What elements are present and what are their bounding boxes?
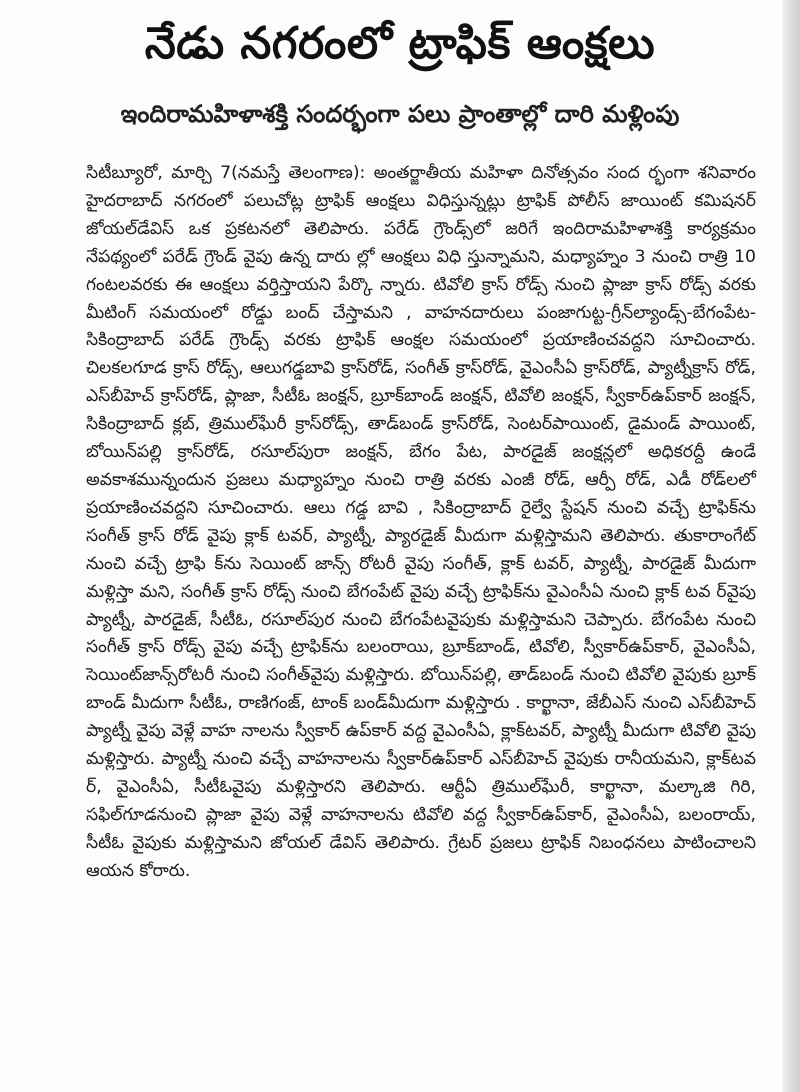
headline: నేడు నగరంలో ట్రాఫిక్ ఆంక్షలు	[144, 18, 656, 69]
article-body: సిటీబ్యూరో, మార్చి 7(నమస్తే తెలంగాణ): అంతర్జాతీయ మహిళా దినోత్సవం సంద ర్భంగా శనివారం హైదరాబాద్ నగరంలో పలుచోట్ల ట్రాఫిక్ ఆంక్షలు విధిస్తున్నట్లు ట్రాఫిక్ పోలీస్ జాయింట్ కమిషనర్ జోయల్‌డేవిస్ ఒక ప్రకటనలో తెలిపారు. పరేడ్ గ్రౌండ్స్‌లో జరిగే ఇందిరామహిళాశక్తి కార్యక్రమం నేపథ్యంలో పరేడ్ గ్రౌండ్ వైపు ఉన్న దారు ల్లో ఆంక్షలు విధి స్తున్నామని, మధ్యాహ్నం 3 నుంచి రాత్రి 10 గంటలవరకు ఈ ఆంక్షలు వర్తిస్తాయని పేర్కొ న్నారు. టివోలి క్రాస్ రోడ్స్ నుంచి ప్లాజా క్రాస్ రోడ్స్ వరకు మీటింగ్ సమయంలో రోడ్డు బంద్ చేస్తామని , వాహనదారులు పంజాగుట్ట-గ్రీన్‌ల్యాండ్స్-బేగంపేట-సికింద్రాబాద్ పరేడ్ గ్రౌండ్స్ వరకు ట్రాఫిక్ ఆంక్షల సమయంలో ప్రయాణించవద్దని సూచించారు. చిలకలగూడ క్రాస్ రోడ్స్, ఆలుగడ్డబావి క్రాస్‌రోడ్, సంగీత్ క్రాస్‌రోడ్, వైఎంసీఏ క్రాస్‌రోడ్, ప్యాట్నీక్రాస్ రోడ్, ఎస్‌బీహెచ్ క్రాస్‌రోడ్, ప్లాజా, సీటీఓ జంక్షన్, బ్రూక్‌బాండ్ జంక్షన్, టివోలి జంక్షన్, స్వీకార్‌ఉప్‌కార్ జంక్షన్, సికింద్రాబాద్ క్లబ్, త్రిముల్‌ఘేరీ క్రాస్‌రోడ్స్, తాడ్‌బండ్ క్రాస్‌రోడ్, సెంటర్‌పాయింట్, డైమండ్ పాయింట్, బోయిన్‌పల్లి క్రాస్‌రోడ్, రసూల్‌పురా జంక్షన్, బేగం పేట, పారడైజ్ జంక్షన్లలో అధికరద్దీ ఉండే అవకాశమున్నందున ప్రజలు మధ్యాహ్నం నుంచి రాత్రి వరకు ఎంజీ రోడ్, ఆర్పీ రోడ్, ఎడీ రోడ్‌లలో ప్రయాణించవద్దని సూచించారు. ఆలు గడ్డ బావి , సికింద్రాబాద్ రైల్వే స్టేషన్ నుంచి వచ్చే ట్రాఫిక్‌ను సంగీత్ క్రాస్ రోడ్ వైపు క్లాక్ టవర్, ప్యాట్నీ, ప్యారడైజ్ మీదుగా మళ్లిస్తామని తెలిపారు. తుకారాంగేట్ నుంచి వచ్చే ట్రాఫి క్‌ను సెయింట్ జాన్స్ రోటరీ వైపు సంగీత్, క్లాక్ టవర్, ప్యాట్నీ, పారడైజ్ మీదుగా మళ్లిస్తా మని, సంగీత్ క్రాస్ రోడ్స్ నుంచి బేగంపేట్ వైపు వచ్చే ట్రాఫిక్‌ను వైఎంసీఏ నుంచి క్లాక్ టవ ర్‌వైపు ప్యాట్నీ, పారడైజ్, సీటీఓ, రసూల్‌పుర నుంచి బేగంపేటవైపుకు మళ్లిస్తామని చెప్పారు. బేగంపేట నుంచి సంగీత్ క్రాస్ రోడ్స్ వైపు వచ్చే ట్రాఫిక్‌ను బలంరాయి, బ్రూక్‌బాండ్, టివోలి, స్వీకార్‌ఉప్‌కార్, వైఎంసీఏ, సెయింట్‌జాన్స్‌రోటరీ నుంచి సంగీత్‌వైపు మళ్లిస్తారు. బోయిన్‌పల్లి, తాడ్‌బండ్ నుంచి టివోలి వైపుకు బ్రూక్ బాండ్ మీదుగా సీటీఓ, రాణిగంజ్, టాంక్ బండ్‌మీదుగా మళ్లిస్తారు . కార్ఖానా, జేబీఎస్ నుంచి ఎస్‌బీహెచ్ ప్యాట్నీ వైపు వెళ్లే వాహ నాలను స్వీకార్ ఉప్‌కార్ వద్ద వైఎంసీఏ, క్లాక్‌టవర్, ప్యాట్నీ మీదుగా టివోలి వైపు మళ్లిస్తారు. ప్యాట్నీ నుంచి వచ్చే వాహనాలను స్వీకార్‌ఉప్‌కార్ ఎస్‌బీహెచ్ వైపుకు రానీయమని, క్లాక్‌టవ ర్, వైఎంసీఏ, సీటీఓవైపు మళ్లిస్తారని తెలిపారు. ఆర్టీఏ త్రిముల్‌ఘేరీ, కార్ఖానా, మల్కాజి గిరి, సఫిల్‌గూడనుంచి ప్లాజా వైపు వెళ్లే వాహనాలను టివోలి వద్ద స్వీకార్‌ఉప్‌కార్, వైఎంసీఏ, బలంరాయ్, సీటీఓ వైపుకు మళ్లిస్తామని జోయల్ డేవిస్ తెలిపారు. గ్రేటర్ ప్రజలు ట్రాఫిక్ నిబంధనలు పాటించాలని ఆయన కోరారు.	[86, 163, 756, 881]
subheadline: ఇందిరామహిళాశక్తి సందర్భంగా పలు ప్రాంతాల్లో దారి మళ్లింపు	[120, 100, 680, 128]
scan-edge-shadow	[782, 0, 800, 1092]
